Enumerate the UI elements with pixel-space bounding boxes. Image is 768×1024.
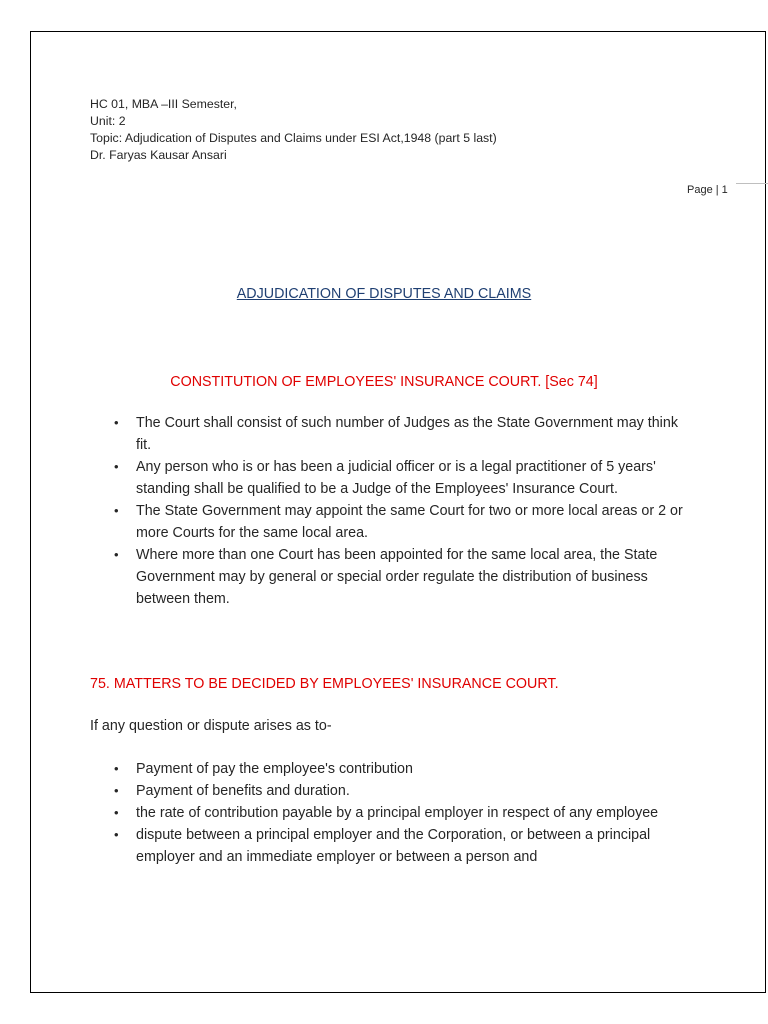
list-item-text: The Court shall consist of such number of Judges as the State Government may think fit.	[136, 415, 678, 453]
page-number-rule	[736, 183, 768, 184]
list-item	[112, 500, 692, 544]
list-item	[112, 780, 692, 802]
list-item-text: Payment of pay the employee's contribution	[136, 761, 413, 777]
page-number: Page | 1	[687, 184, 728, 196]
section-75-intro: If any question or dispute arises as to-	[90, 718, 332, 734]
list-item-text: the rate of contribution payable by a principal employer in respect of any employee	[136, 805, 659, 821]
bullet-icon: •	[114, 415, 119, 430]
bullet-icon: •	[114, 459, 119, 474]
bullet-icon: •	[114, 761, 119, 776]
section-74-bullet-list	[112, 412, 692, 610]
list-item	[112, 802, 692, 824]
list-item	[112, 456, 692, 500]
section-heading-sec-75: 75. MATTERS TO BE DECIDED BY EMPLOYEES' INSURANCE COURT.	[90, 676, 559, 692]
unit-line: Unit: 2	[90, 114, 126, 128]
bullet-icon: •	[114, 783, 119, 798]
bullet-icon: •	[114, 805, 119, 820]
section-heading-sec-74: CONSTITUTION OF EMPLOYEES' INSURANCE COURT. [Sec 74]	[170, 374, 598, 390]
bullet-icon: •	[114, 827, 119, 842]
list-item-text: Where more than one Court has been appointed for the same local area, the State Government may by general or special order regulate the distribution of business between them.	[136, 547, 658, 607]
list-item	[112, 824, 692, 868]
author-line: Dr. Faryas Kausar Ansari	[90, 148, 227, 162]
list-item-text: The State Government may appoint the same Court for two or more local areas or 2 or more Courts for the same local area.	[136, 503, 683, 541]
topic-line: Topic: Adjudication of Disputes and Claims under ESI Act,1948 (part 5 last)	[90, 131, 497, 145]
document-title: ADJUDICATION OF DISPUTES AND CLAIMS	[236, 286, 532, 302]
list-item	[112, 758, 692, 780]
list-item-text: Any person who is or has been a judicial officer or is a legal practitioner of 5 years' standing shall be qualified to be a Judge of the Employees' Insurance Court.	[136, 459, 656, 497]
list-item-text: Payment of benefits and duration.	[136, 783, 350, 799]
list-item	[112, 412, 692, 456]
bullet-icon: •	[114, 547, 119, 562]
document-header	[90, 96, 497, 164]
section-75-bullet-list	[112, 758, 692, 868]
list-item	[112, 544, 692, 610]
list-item-text: dispute between a principal employer and the Corporation, or between a principal employer and an immediate employer or between a person and	[136, 827, 651, 865]
bullet-icon: •	[114, 503, 119, 518]
course-line: HC 01, MBA –III Semester,	[90, 97, 237, 111]
